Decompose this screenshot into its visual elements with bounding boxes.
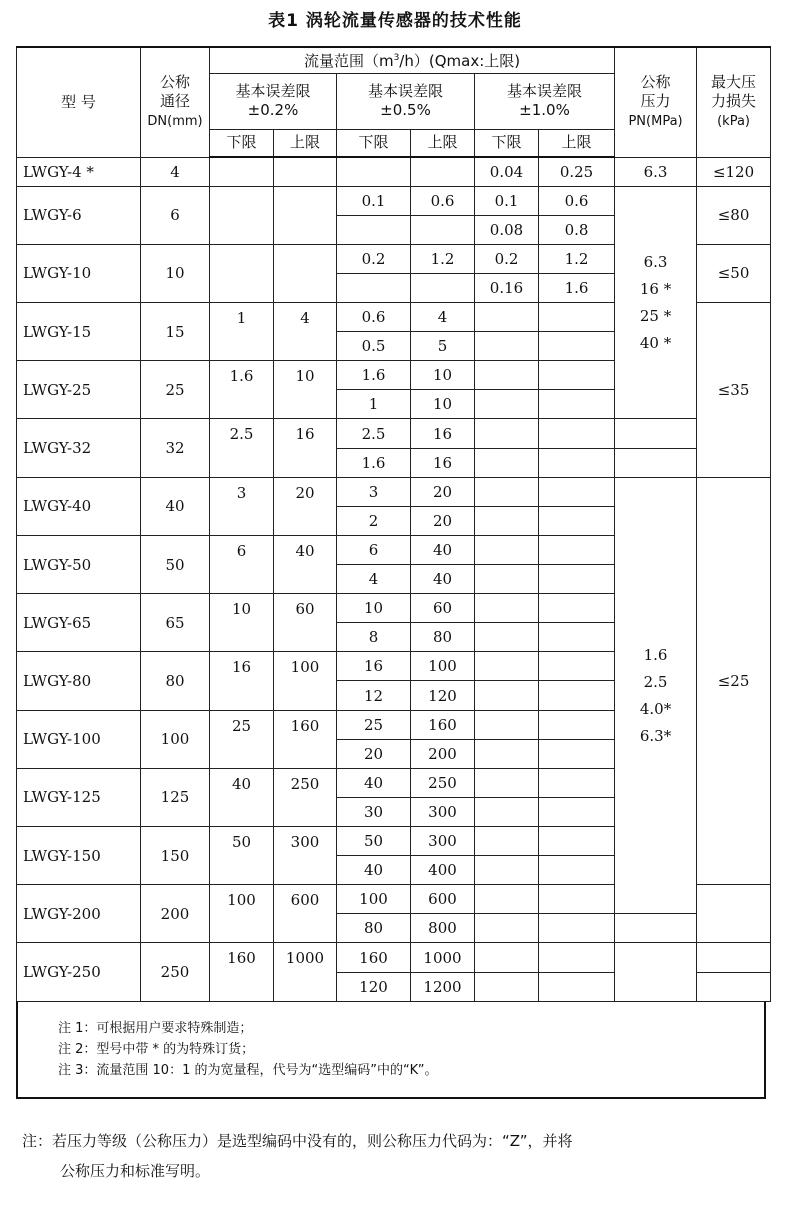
model-cell: LWGY-50: [17, 535, 141, 593]
header-flow-range: 流量范围$(m^3/h)(Qmax$:上限): [210, 47, 615, 73]
flow-cell: [539, 419, 615, 448]
flow-cell: 40: [274, 535, 337, 593]
flow-cell: 1: [210, 303, 274, 361]
flow-cell: 160: [274, 710, 337, 768]
header-lower: 下限: [337, 129, 411, 157]
flow-cell: 60: [411, 594, 475, 623]
flow-cell: 25: [337, 710, 411, 739]
header-dn: 公称 通径 DN(mm): [141, 47, 210, 157]
table-title: 表1 涡轮流量传感器的技术性能: [268, 11, 522, 31]
dn-cell: 4: [141, 157, 210, 186]
flow-cell: 0.6: [539, 186, 615, 215]
flow-cell: 0.2: [337, 244, 411, 273]
pn-cell: 6.3: [615, 157, 697, 186]
pn-cell: [697, 885, 771, 943]
flow-cell: [539, 856, 615, 885]
flow-cell: 16: [274, 419, 337, 477]
flow-cell: [539, 332, 615, 361]
model-cell: LWGY-150: [17, 827, 141, 885]
dn-cell: 200: [141, 885, 210, 943]
dn-cell: 100: [141, 710, 210, 768]
flow-cell: [539, 885, 615, 914]
pn-cell: [615, 186, 697, 419]
model-cell: LWGY-25: [17, 361, 141, 419]
model-cell: LWGY-10: [17, 244, 141, 302]
flow-cell: [475, 477, 539, 506]
flow-cell: [539, 710, 615, 739]
dn-cell: 65: [141, 594, 210, 652]
flow-cell: 40: [411, 565, 475, 594]
header-model: 型 号: [17, 47, 141, 157]
model-cell: LWGY-40: [17, 477, 141, 535]
flow-cell: 250: [274, 768, 337, 826]
header-err-10: 基本误差限 ±1.0%: [475, 73, 615, 129]
dn-cell: 250: [141, 943, 210, 1002]
flow-cell: [210, 244, 274, 302]
flow-cell: [475, 914, 539, 943]
flow-cell: 1000: [411, 943, 475, 972]
flow-cell: 300: [411, 797, 475, 826]
flow-cell: [539, 303, 615, 332]
dn-cell: 150: [141, 827, 210, 885]
flow-cell: 10: [411, 390, 475, 419]
flow-cell: [539, 739, 615, 768]
header-upper: 上限: [411, 129, 475, 157]
flow-cell: [475, 594, 539, 623]
flow-cell: [539, 361, 615, 390]
flow-cell: [475, 448, 539, 477]
header-err-02: 基本误差限 ±0.2%: [210, 73, 337, 129]
flow-cell: 100: [210, 885, 274, 943]
pn-value: 2.5: [643, 672, 668, 691]
flow-cell: 400: [411, 856, 475, 885]
flow-cell: [475, 827, 539, 856]
flow-cell: [539, 972, 615, 1001]
flow-cell: 10: [411, 361, 475, 390]
flow-cell: 200: [411, 739, 475, 768]
table-row: [17, 419, 771, 448]
flow-cell: 10: [210, 594, 274, 652]
flow-cell: [475, 768, 539, 797]
flow-cell: 5: [411, 332, 475, 361]
dn-cell: 50: [141, 535, 210, 593]
flow-cell: 100: [411, 652, 475, 681]
flow-cell: 160: [210, 943, 274, 1002]
flow-cell: 120: [411, 681, 475, 710]
flow-cell: [475, 652, 539, 681]
flow-cell: 100: [337, 885, 411, 914]
flow-cell: 20: [411, 506, 475, 535]
dn-cell: 125: [141, 768, 210, 826]
flow-cell: 1.6: [210, 361, 274, 419]
dn-cell: 15: [141, 303, 210, 361]
flow-cell: 50: [210, 827, 274, 885]
flow-cell: [539, 477, 615, 506]
flow-cell: [475, 361, 539, 390]
flow-cell: 4: [337, 565, 411, 594]
flow-cell: [274, 244, 337, 302]
flow-cell: 0.5: [337, 332, 411, 361]
loss-cell: ≤25: [697, 477, 771, 885]
note-3: 注 3：流量范围 10：1 的为宽量程，代号为“选型编码”中的“K”。: [58, 1063, 438, 1078]
notes-box: [16, 1001, 766, 1099]
flow-cell: [539, 623, 615, 652]
dn-cell: 6: [141, 186, 210, 244]
model-cell: LWGY-32: [17, 419, 141, 477]
flow-cell: 0.8: [539, 215, 615, 244]
flow-cell: [475, 710, 539, 739]
flow-cell: [539, 797, 615, 826]
model-cell: LWGY-250: [17, 943, 141, 1002]
flow-cell: [539, 768, 615, 797]
flow-cell: [475, 303, 539, 332]
flow-cell: 0.04: [475, 157, 539, 186]
footer-line-1: 注：若压力等级（公称压力）是选型编码中没有的，则公称压力代码为：“Z”，并将: [22, 1132, 573, 1150]
flow-cell: 40: [337, 768, 411, 797]
table-row: [17, 477, 771, 506]
flow-cell: [475, 623, 539, 652]
flow-cell: [475, 332, 539, 361]
flow-cell: [337, 215, 411, 244]
flow-cell: [411, 273, 475, 302]
flow-cell: 160: [411, 710, 475, 739]
dn-cell: 80: [141, 652, 210, 710]
flow-cell: [539, 681, 615, 710]
pn-cell: [615, 419, 697, 448]
footer-line-2: 公称压力和标准写明。: [60, 1162, 211, 1180]
flow-cell: [539, 390, 615, 419]
flow-cell: [539, 652, 615, 681]
flow-cell: 12: [337, 681, 411, 710]
header-lower: 下限: [475, 129, 539, 157]
loss-cell: [697, 972, 771, 1001]
flow-cell: 2.5: [337, 419, 411, 448]
flow-cell: 3: [210, 477, 274, 535]
flow-cell: [475, 565, 539, 594]
flow-cell: 100: [274, 652, 337, 710]
flow-cell: 300: [411, 827, 475, 856]
flow-cell: 160: [337, 943, 411, 972]
flow-cell: 40: [210, 768, 274, 826]
flow-cell: 50: [337, 827, 411, 856]
flow-cell: 16: [411, 419, 475, 448]
flow-cell: 1000: [274, 943, 337, 1002]
flow-cell: 1.6: [539, 273, 615, 302]
flow-cell: 40: [337, 856, 411, 885]
flow-cell: 120: [337, 972, 411, 1001]
pn-value: 25 *: [639, 306, 672, 325]
flow-cell: [539, 565, 615, 594]
flow-cell: [274, 157, 337, 186]
flow-cell: [337, 157, 411, 186]
model-cell: LWGY-15: [17, 303, 141, 361]
flow-cell: 2.5: [210, 419, 274, 477]
flow-cell: 40: [411, 535, 475, 564]
flow-cell: 6: [210, 535, 274, 593]
flow-cell: 60: [274, 594, 337, 652]
flow-cell: [539, 448, 615, 477]
note-1: 注 1：可根据用户要求特殊制造；: [58, 1021, 253, 1036]
flow-cell: [539, 827, 615, 856]
model-cell: LWGY-4 *: [17, 157, 141, 186]
model-cell: LWGY-200: [17, 885, 141, 943]
loss-cell: ≤35: [697, 303, 771, 478]
flow-cell: 0.25: [539, 157, 615, 186]
model-cell: LWGY-125: [17, 768, 141, 826]
pn-value: 6.3*: [639, 726, 672, 745]
flow-cell: [475, 943, 539, 972]
flow-cell: 250: [411, 768, 475, 797]
loss-cell: [697, 943, 771, 972]
flow-cell: [475, 506, 539, 535]
flow-cell: [539, 914, 615, 943]
flow-cell: 600: [411, 885, 475, 914]
flow-cell: 0.2: [475, 244, 539, 273]
pn-value: 40 *: [639, 333, 672, 352]
flow-cell: 8: [337, 623, 411, 652]
flow-cell: [539, 594, 615, 623]
flow-cell: 4: [411, 303, 475, 332]
flow-cell: 0.6: [337, 303, 411, 332]
flow-cell: 0.6: [411, 186, 475, 215]
dn-cell: 10: [141, 244, 210, 302]
header-pn: 公称 压力 PN(MPa): [615, 47, 697, 157]
flow-cell: 10: [337, 594, 411, 623]
flow-cell: [337, 273, 411, 302]
flow-cell: 1.6: [337, 361, 411, 390]
pn-value: 1.6: [643, 645, 668, 664]
flow-cell: 3: [337, 477, 411, 506]
flow-cell: [274, 186, 337, 244]
flow-cell: 1.6: [337, 448, 411, 477]
model-cell: LWGY-100: [17, 710, 141, 768]
flow-cell: 20: [274, 477, 337, 535]
flow-cell: 1: [337, 390, 411, 419]
model-cell: LWGY-6: [17, 186, 141, 244]
flow-cell: 30: [337, 797, 411, 826]
dn-cell: 40: [141, 477, 210, 535]
spec-table: [16, 46, 771, 1002]
flow-cell: 0.1: [475, 186, 539, 215]
flow-cell: [539, 943, 615, 972]
table-row: [17, 186, 771, 215]
model-cell: LWGY-80: [17, 652, 141, 710]
loss-cell: ≤50: [697, 244, 771, 302]
flow-cell: 800: [411, 914, 475, 943]
flow-cell: [210, 157, 274, 186]
pn-cell: [615, 448, 697, 477]
model-cell: LWGY-65: [17, 594, 141, 652]
flow-cell: 0.08: [475, 215, 539, 244]
flow-cell: [411, 215, 475, 244]
flow-cell: 20: [337, 739, 411, 768]
flow-cell: [539, 506, 615, 535]
flow-cell: [475, 419, 539, 448]
loss-cell: ≤80: [697, 186, 771, 244]
pn-cell: [615, 477, 697, 914]
flow-cell: 16: [411, 448, 475, 477]
flow-cell: 1200: [411, 972, 475, 1001]
flow-cell: [411, 157, 475, 186]
flow-cell: [475, 972, 539, 1001]
flow-cell: [475, 535, 539, 564]
flow-cell: 1.2: [539, 244, 615, 273]
flow-cell: 10: [274, 361, 337, 419]
pn-value: 4.0*: [639, 699, 672, 718]
pn-cell: [615, 943, 697, 1002]
loss-cell: ≤120: [697, 157, 771, 186]
table-body: [17, 157, 771, 1002]
header-max-loss: 最大压 力损失 (kPa): [697, 47, 771, 157]
flow-cell: [210, 186, 274, 244]
flow-cell: [475, 856, 539, 885]
flow-cell: 16: [210, 652, 274, 710]
footer-note: [22, 1126, 767, 1186]
flow-cell: 16: [337, 652, 411, 681]
flow-cell: 6: [337, 535, 411, 564]
table-row: [17, 157, 771, 186]
pn-value: 16 *: [639, 279, 672, 298]
flow-cell: 80: [411, 623, 475, 652]
header-lower: 下限: [210, 129, 274, 157]
flow-cell: 80: [337, 914, 411, 943]
flow-cell: 0.16: [475, 273, 539, 302]
header-err-05: 基本误差限 ±0.5%: [337, 73, 475, 129]
header-upper: 上限: [539, 129, 615, 157]
flow-cell: [475, 739, 539, 768]
flow-cell: 25: [210, 710, 274, 768]
pn-value: 6.3: [643, 252, 668, 271]
dn-cell: 32: [141, 419, 210, 477]
flow-cell: [475, 797, 539, 826]
flow-cell: 2: [337, 506, 411, 535]
flow-cell: [539, 535, 615, 564]
flow-cell: 600: [274, 885, 337, 943]
flow-cell: [475, 681, 539, 710]
note-2: 注 2：型号中带 * 的为特殊订货；: [58, 1042, 255, 1057]
flow-cell: 1.2: [411, 244, 475, 273]
header-upper: 上限: [274, 129, 337, 157]
table-row: [17, 943, 771, 972]
flow-cell: [475, 885, 539, 914]
dn-cell: 25: [141, 361, 210, 419]
flow-cell: 300: [274, 827, 337, 885]
flow-cell: 20: [411, 477, 475, 506]
flow-cell: 0.1: [337, 186, 411, 215]
flow-cell: 4: [274, 303, 337, 361]
flow-cell: [475, 390, 539, 419]
